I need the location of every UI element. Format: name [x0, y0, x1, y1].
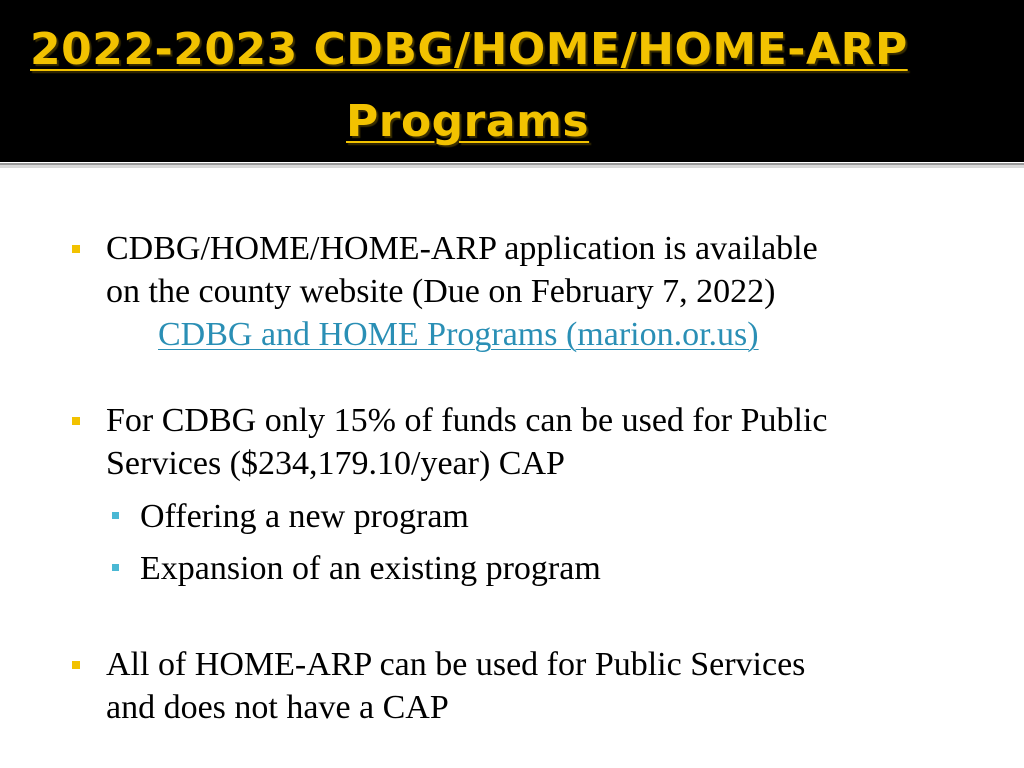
- sub-item-expansion-existing-program: Expansion of an existing program: [140, 550, 601, 587]
- bullet-2-line-1: For CDBG only 15% of funds can be used for Public: [106, 402, 828, 439]
- bullet-3-line-1: All of HOME-ARP can be used for Public Services: [106, 646, 806, 683]
- bullet-marker-3: [72, 661, 80, 669]
- bullet-2-line-2: Services ($234,179.10/year) CAP: [106, 445, 565, 482]
- sub-item-offering-new-program: Offering a new program: [140, 498, 469, 535]
- bullet-1-line-2: on the county website (Due on February 7, 2022): [106, 273, 776, 310]
- cdbg-home-programs-link[interactable]: CDBG and HOME Programs (marion.or.us): [158, 316, 759, 353]
- sub-bullet-marker-2: [112, 564, 119, 571]
- bullet-1-line-1: CDBG/HOME/HOME-ARP application is available: [106, 230, 818, 267]
- bullet-3-line-2: and does not have a CAP: [106, 689, 449, 726]
- bullet-marker-2: [72, 417, 80, 425]
- slide-title-line-2: Programs: [346, 96, 590, 147]
- slide-title-line-1: 2022-2023 CDBG/HOME/HOME-ARP: [30, 24, 908, 75]
- bullet-marker-1: [72, 245, 80, 253]
- sub-bullet-marker-1: [112, 512, 119, 519]
